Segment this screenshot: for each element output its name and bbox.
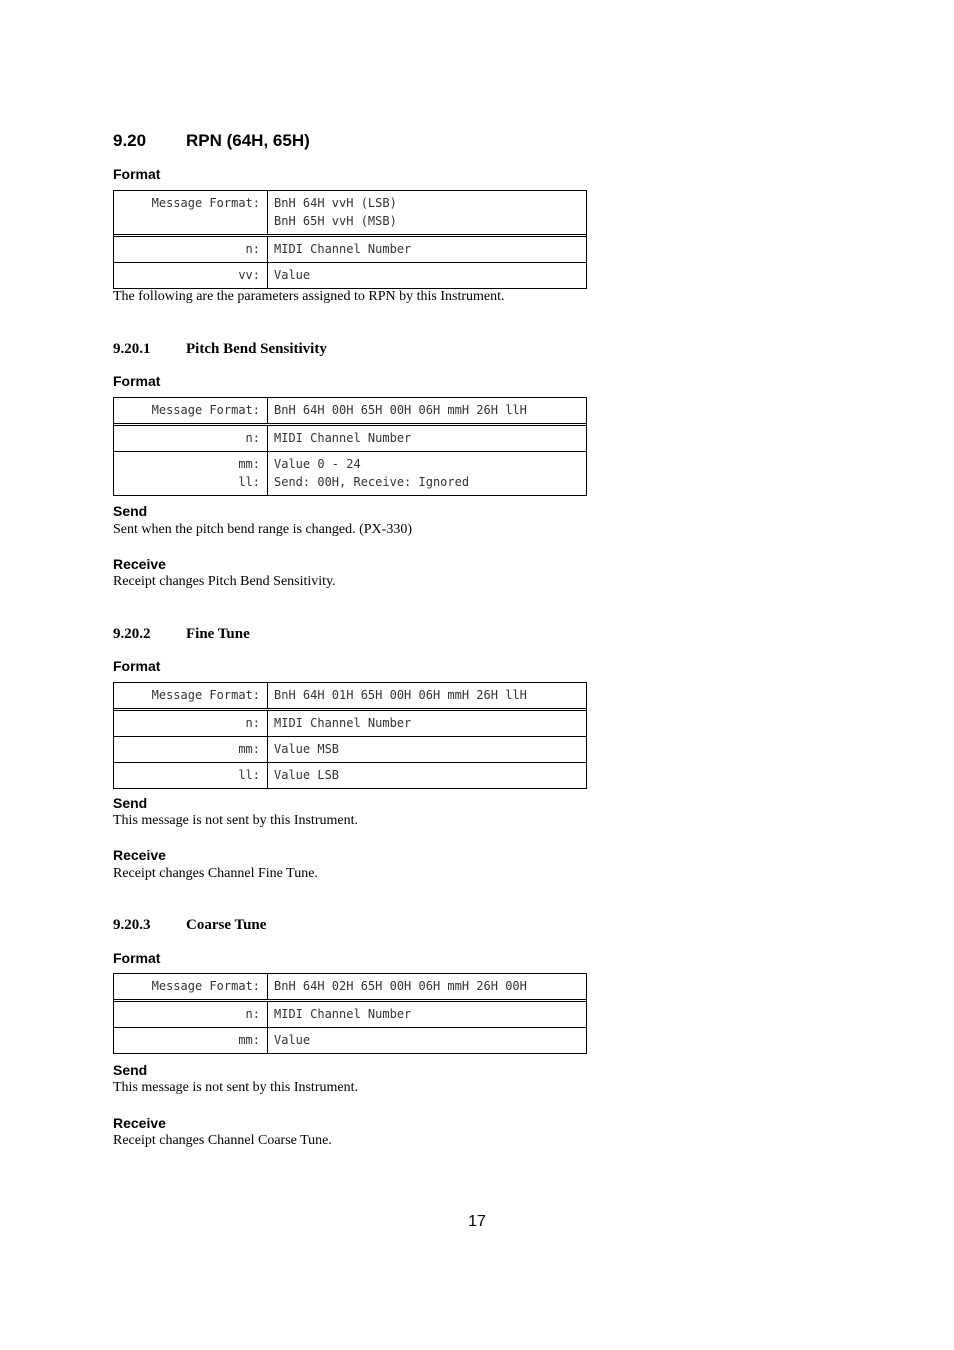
format-label: Format — [113, 373, 161, 389]
table-key: ll: — [114, 763, 268, 788]
table-row — [114, 423, 586, 451]
table-row — [114, 398, 586, 423]
table-value: BnH 64H 02H 65H 00H 06H mmH 26H 00H — [274, 979, 527, 993]
table-key: mm: — [114, 737, 268, 762]
receive-text: Receipt changes Pitch Bend Sensitivity. — [113, 574, 336, 589]
table-value: MIDI Channel Number — [274, 1007, 412, 1021]
table-key: vv: — [114, 263, 268, 288]
table-key: Message Format: — [114, 191, 268, 234]
intro-text: The following are the parameters assigned to RPN by this Instrument. — [113, 289, 505, 304]
pitch-bend-format-table — [113, 397, 587, 496]
table-key: mm: — [114, 1028, 268, 1053]
table-key: Message Format: — [114, 398, 268, 423]
table-value: BnH 64H vvH (LSB) — [274, 196, 397, 210]
table-value: MIDI Channel Number — [274, 431, 412, 445]
table-row — [114, 762, 586, 788]
section-title: RPN (64H, 65H) — [186, 131, 310, 150]
table-row — [114, 708, 586, 736]
receive-label: Receive — [113, 556, 166, 572]
table-key: Message Format: — [114, 683, 268, 708]
format-label: Format — [113, 950, 161, 966]
subsection-heading-fine-tune: 9.20.2 Fine Tune — [113, 626, 250, 642]
table-row — [114, 974, 586, 999]
send-text: This message is not sent by this Instrument. — [113, 1080, 358, 1095]
table-key: n: — [114, 711, 268, 736]
subsection-heading-pitch-bend: 9.20.1 Pitch Bend Sensitivity — [113, 341, 327, 357]
send-text: Sent when the pitch bend range is changed. (PX-330) — [113, 522, 412, 537]
table-value: MIDI Channel Number — [274, 242, 412, 256]
receive-text: Receipt changes Channel Coarse Tune. — [113, 1133, 332, 1148]
receive-label: Receive — [113, 847, 166, 863]
table-key: Message Format: — [114, 974, 268, 999]
table-row — [114, 736, 586, 762]
table-row — [114, 262, 586, 288]
table-key: n: — [114, 237, 268, 262]
table-value: BnH 64H 01H 65H 00H 06H mmH 26H llH — [274, 688, 527, 702]
table-key: ll: — [238, 475, 260, 489]
table-row — [114, 999, 586, 1027]
receive-label: Receive — [113, 1115, 166, 1131]
format-label: Format — [113, 658, 161, 674]
page-number: 17 — [468, 1213, 486, 1230]
table-row — [114, 191, 586, 234]
table-row — [114, 1027, 586, 1053]
table-value: BnH 65H vvH (MSB) — [274, 214, 397, 228]
table-value: Value MSB — [274, 742, 340, 756]
send-text: This message is not sent by this Instrument. — [113, 813, 358, 828]
table-key: mm: — [238, 457, 260, 471]
table-row — [114, 234, 586, 262]
format-label: Format — [113, 166, 161, 182]
rpn-format-table — [113, 190, 587, 289]
table-row — [114, 451, 586, 495]
table-value: Value LSB — [274, 768, 340, 782]
section-heading — [113, 131, 310, 151]
table-row — [114, 683, 586, 708]
table-value: Value 0 - 24 — [274, 457, 361, 471]
table-key: n: — [114, 1002, 268, 1027]
table-value: Value — [274, 268, 311, 282]
send-label: Send — [113, 795, 148, 811]
coarse-tune-format-table — [113, 973, 587, 1054]
send-label: Send — [113, 503, 148, 519]
table-value: MIDI Channel Number — [274, 716, 412, 730]
table-value: Value — [274, 1033, 311, 1047]
section-number: 9.20 — [113, 131, 147, 150]
send-label: Send — [113, 1062, 148, 1078]
table-key: n: — [114, 426, 268, 451]
table-value: Send: 00H, Receive: Ignored — [274, 475, 470, 489]
subsection-heading-coarse-tune: 9.20.3 Coarse Tune — [113, 917, 267, 933]
table-value: BnH 64H 00H 65H 00H 06H mmH 26H llH — [274, 403, 527, 417]
receive-text: Receipt changes Channel Fine Tune. — [113, 866, 318, 881]
fine-tune-format-table — [113, 682, 587, 789]
